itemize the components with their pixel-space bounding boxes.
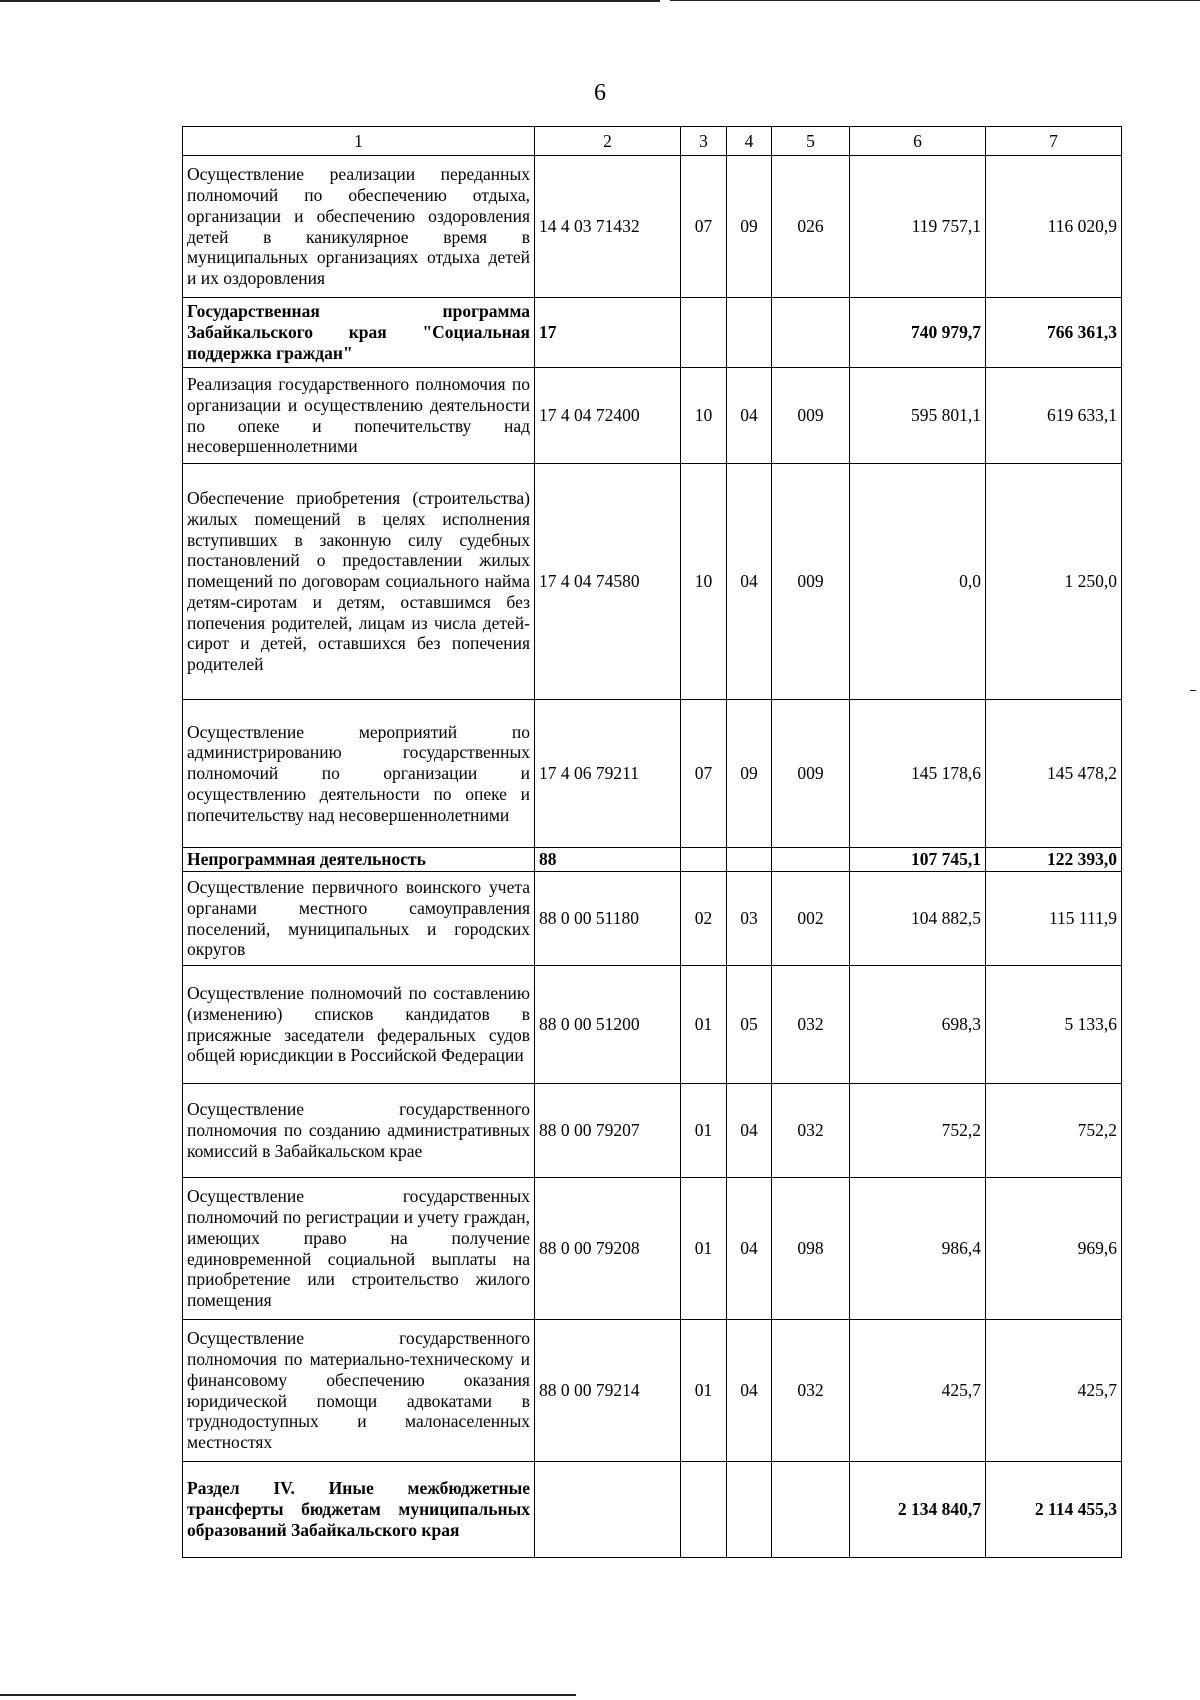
row-amount-1-cell: 425,7 — [850, 1320, 986, 1462]
row-section-cell: 01 — [681, 966, 727, 1084]
row-expense-type-cell: 002 — [772, 872, 850, 966]
row-subsection-cell: 04 — [727, 464, 772, 700]
row-amount-2-cell: 116 020,9 — [986, 156, 1122, 298]
row-name-cell: Реализация государственного полномочия по организации и осуществлению деятельности по опеке и попечительству над несовершеннолетними — [183, 368, 535, 464]
col-header-6: 6 — [850, 127, 986, 156]
col-header-7: 7 — [986, 127, 1122, 156]
row-expense-type-cell — [772, 848, 850, 872]
row-code-cell: 88 0 00 51200 — [535, 966, 681, 1084]
row-amount-1-cell: 104 882,5 — [850, 872, 986, 966]
page-number: 6 — [594, 80, 606, 106]
row-expense-type-cell: 032 — [772, 1084, 850, 1178]
row-amount-2-cell: 2 114 455,3 — [986, 1462, 1122, 1558]
row-code-cell: 17 4 04 74580 — [535, 464, 681, 700]
scan-edge-bottom — [0, 1694, 576, 1696]
row-subsection-cell: 03 — [727, 872, 772, 966]
row-amount-1-cell: 595 801,1 — [850, 368, 986, 464]
row-expense-type-cell: 032 — [772, 1320, 850, 1462]
row-expense-type-cell: 009 — [772, 700, 850, 848]
row-name-cell: Осуществление государственного полномочия по материально-техническому и финансовому обеспечению оказания юридической помощи адвокатами в труднодоступных и малонаселенных местностях — [183, 1320, 535, 1462]
row-amount-2-cell: 425,7 — [986, 1320, 1122, 1462]
table-row — [183, 156, 1122, 298]
row-name-cell: Осуществление государственных полномочий по регистрации и учету граждан, имеющих право на получение единовременной социальной выплаты на приобретение или строительство жилого помещения — [183, 1178, 535, 1320]
table-row — [183, 700, 1122, 848]
row-code-cell: 17 — [535, 298, 681, 368]
table-row — [183, 464, 1122, 700]
row-name-cell: Осуществление мероприятий по администрированию государственных полномочий по организации и осуществлению деятельности по опеке и попечительству над несовершеннолетними — [183, 700, 535, 848]
row-subsection-cell: 04 — [727, 1178, 772, 1320]
row-code-cell: 17 4 06 79211 — [535, 700, 681, 848]
row-name-cell: Осуществление первичного воинского учета органами местного самоуправления поселений, муниципальных и городских округов — [183, 872, 535, 966]
row-amount-2-cell: 969,6 — [986, 1178, 1122, 1320]
row-section-cell: 01 — [681, 1320, 727, 1462]
row-code-cell: 88 0 00 51180 — [535, 872, 681, 966]
col-header-2: 2 — [535, 127, 681, 156]
row-name-cell: Непрограммная деятельность — [183, 848, 535, 872]
row-amount-1-cell: 698,3 — [850, 966, 986, 1084]
row-subsection-cell: 05 — [727, 966, 772, 1084]
table-row — [183, 1084, 1122, 1178]
row-amount-1-cell: 986,4 — [850, 1178, 986, 1320]
row-amount-2-cell: 766 361,3 — [986, 298, 1122, 368]
row-subsection-cell — [727, 848, 772, 872]
row-section-cell: 07 — [681, 700, 727, 848]
row-code-cell — [535, 1462, 681, 1558]
row-amount-1-cell: 2 134 840,7 — [850, 1462, 986, 1558]
row-section-cell: 10 — [681, 368, 727, 464]
table-row — [183, 872, 1122, 966]
table-row — [183, 1320, 1122, 1462]
row-expense-type-cell: 009 — [772, 464, 850, 700]
table-row — [183, 368, 1122, 464]
row-expense-type-cell — [772, 298, 850, 368]
row-subsection-cell — [727, 1462, 772, 1558]
budget-table — [182, 126, 1122, 1558]
row-expense-type-cell: 026 — [772, 156, 850, 298]
row-amount-2-cell: 145 478,2 — [986, 700, 1122, 848]
row-section-cell: 01 — [681, 1084, 727, 1178]
table-row — [183, 298, 1122, 368]
row-name-cell: Раздел IV. Иные межбюджетные трансферты бюджетам муниципальных образований Забайкальского края — [183, 1462, 535, 1558]
row-code-cell: 14 4 03 71432 — [535, 156, 681, 298]
row-amount-2-cell: 619 633,1 — [986, 368, 1122, 464]
row-amount-1-cell: 145 178,6 — [850, 700, 986, 848]
row-amount-1-cell: 107 745,1 — [850, 848, 986, 872]
row-subsection-cell: 09 — [727, 156, 772, 298]
row-expense-type-cell: 009 — [772, 368, 850, 464]
row-amount-1-cell: 740 979,7 — [850, 298, 986, 368]
row-name-cell: Государственная программа Забайкальского края "Социальная поддержка граждан" — [183, 298, 535, 368]
row-code-cell: 17 4 04 72400 — [535, 368, 681, 464]
table-row — [183, 966, 1122, 1084]
row-code-cell: 88 — [535, 848, 681, 872]
scan-edge-top — [0, 0, 660, 2]
col-header-4: 4 — [727, 127, 772, 156]
table-header-row — [183, 127, 1122, 156]
scan-edge-top-right — [670, 0, 1200, 1]
row-subsection-cell: 04 — [727, 1084, 772, 1178]
scan-mark-right — [1190, 690, 1196, 691]
row-name-cell: Осуществление полномочий по составлению (изменению) списков кандидатов в присяжные заседатели федеральных судов общей юрисдикции в Российской Федерации — [183, 966, 535, 1084]
row-section-cell — [681, 298, 727, 368]
row-subsection-cell: 04 — [727, 1320, 772, 1462]
row-name-cell: Обеспечение приобретения (строительства) жилых помещений в целях исполнения вступивших в законную силу судебных постановлений о предоставлении жилых помещений по договорам социального найма детям-сиротам и детям, оставшимся без попечения родителей, лицам из числа детей-сирот и детей, оставшихся без попечения родителей — [183, 464, 535, 700]
row-amount-2-cell: 752,2 — [986, 1084, 1122, 1178]
row-amount-1-cell: 752,2 — [850, 1084, 986, 1178]
col-header-1: 1 — [183, 127, 535, 156]
row-amount-1-cell: 119 757,1 — [850, 156, 986, 298]
row-subsection-cell — [727, 298, 772, 368]
row-expense-type-cell: 032 — [772, 966, 850, 1084]
row-section-cell: 01 — [681, 1178, 727, 1320]
row-amount-2-cell: 115 111,9 — [986, 872, 1122, 966]
row-section-cell — [681, 1462, 727, 1558]
row-expense-type-cell: 098 — [772, 1178, 850, 1320]
table-row — [183, 1178, 1122, 1320]
row-expense-type-cell — [772, 1462, 850, 1558]
row-section-cell: 02 — [681, 872, 727, 966]
row-section-cell: 10 — [681, 464, 727, 700]
row-code-cell: 88 0 00 79214 — [535, 1320, 681, 1462]
row-section-cell — [681, 848, 727, 872]
row-subsection-cell: 04 — [727, 368, 772, 464]
row-amount-2-cell: 5 133,6 — [986, 966, 1122, 1084]
table-row — [183, 848, 1122, 872]
col-header-5: 5 — [772, 127, 850, 156]
row-name-cell: Осуществление государственного полномочия по созданию административных комиссий в Забайкальском крае — [183, 1084, 535, 1178]
row-code-cell: 88 0 00 79208 — [535, 1178, 681, 1320]
row-amount-1-cell: 0,0 — [850, 464, 986, 700]
row-subsection-cell: 09 — [727, 700, 772, 848]
col-header-3: 3 — [681, 127, 727, 156]
row-amount-2-cell: 1 250,0 — [986, 464, 1122, 700]
row-amount-2-cell: 122 393,0 — [986, 848, 1122, 872]
row-code-cell: 88 0 00 79207 — [535, 1084, 681, 1178]
table-row — [183, 1462, 1122, 1558]
row-name-cell: Осуществление реализации переданных полномочий по обеспечению отдыха, организации и обеспечению оздоровления детей в каникулярное время в муниципальных организациях отдыха детей и их оздоровления — [183, 156, 535, 298]
row-section-cell: 07 — [681, 156, 727, 298]
